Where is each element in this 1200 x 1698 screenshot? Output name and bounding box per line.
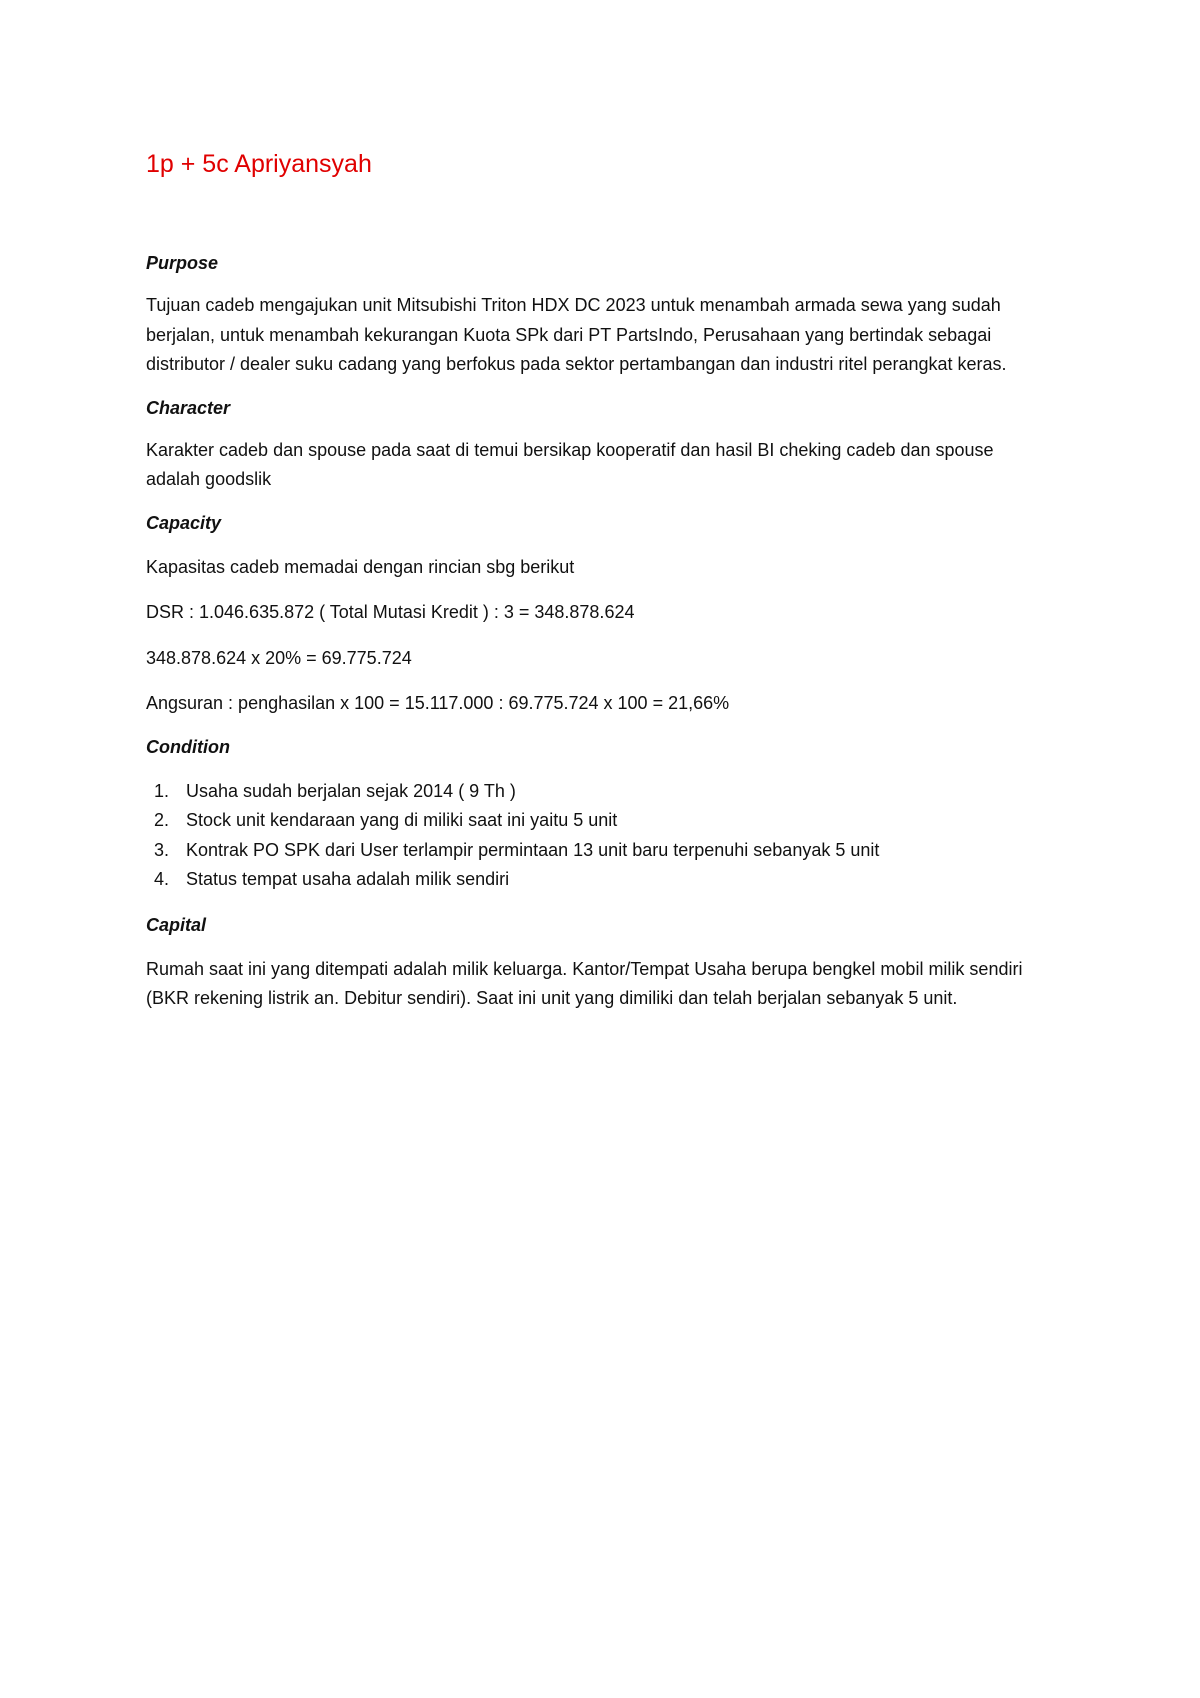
condition-list-item — [146, 865, 1046, 895]
list-item-text: Stock unit kendaraan yang di miliki saat ini yaitu 5 unit — [186, 810, 618, 830]
condition-list-item — [146, 836, 1046, 866]
capacity-installment-line: Angsuran : penghasilan x 100 = 15.117.000 : 69.775.724 x 100 = 21,66% — [146, 693, 730, 713]
list-item-text: Kontrak PO SPK dari User terlampir permintaan 13 unit baru terpenuhi sebanyak 5 unit — [186, 839, 880, 860]
capacity-percentage-line: 348.878.624 x 20% = 69.775.724 — [146, 647, 412, 668]
capacity-dsr-line: DSR : 1.046.635.872 ( Total Mutasi Kredit ) : 3 = 348.878.624 — [146, 602, 635, 622]
list-item-text: Status tempat usaha adalah milik sendiri — [186, 869, 510, 889]
purpose-text: Tujuan cadeb mengajukan unit Mitsubishi Triton HDX DC 2023 untuk menambah armada sewa yang sudah berjalan, untuk menambah kekurangan Kuota SPk dari PT PartsIndo, Perusahaan yang bertindak sebagai distributor / dealer suku cadang yang berfokus pada sektor pertambangan dan industri ritel perangkat keras. — [146, 295, 1007, 374]
list-item-text: Usaha sudah berjalan sejak 2014 ( 9 Th ) — [186, 780, 516, 801]
list-number: 3. — [154, 839, 170, 860]
condition-list — [146, 777, 1046, 895]
character-heading: Character — [146, 397, 231, 418]
character-text: Karakter cadeb dan spouse pada saat di temui bersikap kooperatif dan hasil BI cheking cadeb dan spouse adalah goodslik — [146, 439, 994, 489]
document-title: 1p + 5c Apriyansyah — [146, 150, 372, 178]
condition-heading: Condition — [146, 736, 230, 757]
condition-list-item — [146, 777, 1046, 807]
capacity-summary-line: Kapasitas cadeb memadai dengan rincian sbg berikut — [146, 556, 575, 577]
list-number: 1. — [154, 780, 170, 801]
condition-list-item — [146, 806, 1046, 836]
list-number: 4. — [154, 869, 170, 889]
document-page — [146, 145, 1046, 1014]
list-number: 2. — [154, 810, 170, 830]
capital-text: Rumah saat ini yang ditempati adalah milik keluarga. Kantor/Tempat Usaha berupa bengkel mobil milik sendiri (BKR rekening listrik an. Debitur sendiri). Saat ini unit yang dimiliki dan telah berjalan sebanyak 5 unit. — [146, 958, 1023, 1008]
capital-heading: Capital — [146, 914, 207, 935]
purpose-heading: Purpose — [146, 253, 219, 273]
capacity-heading: Capacity — [146, 512, 222, 533]
